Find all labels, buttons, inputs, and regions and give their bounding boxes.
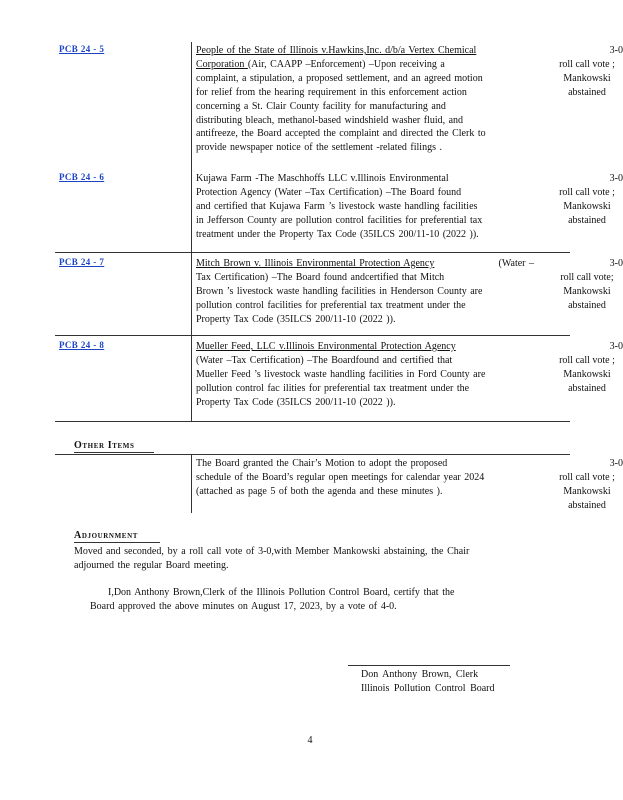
vote-count: 3-0 [609, 258, 623, 269]
case-line: Tax Certification) –The Board found andcertified that Mitch [196, 271, 445, 283]
case-title: Mitch Brown v. Illinois Environmental Protection Agency [196, 258, 435, 269]
case-line: Brown ’s livestock waste handling facilities in Henderson County are [196, 285, 483, 297]
vote-count: 3-0 [609, 45, 623, 56]
adjournment-text [74, 545, 544, 573]
case-line: treatment under the Property Tax Code (35ILCS 200/11-10 (2022 )). [196, 228, 479, 240]
case-row [55, 335, 623, 422]
case-line-text: (Air, CAAPP –Enforcement) –Upon receiving a [247, 58, 445, 70]
signature-block [361, 668, 495, 696]
case-line: Kujawa Farm -The Maschhoffs LLC v.Illinois Environmental [196, 173, 449, 184]
column-divider [191, 168, 192, 252]
vote-result [551, 257, 623, 313]
case-description [196, 257, 534, 327]
vote-type: roll call vote; [560, 271, 614, 283]
case-number-link[interactable]: PCB 24 - 5 [59, 44, 105, 54]
vote-status: abstained [568, 86, 606, 98]
case-line: antifreeze, the Board accepted the complaint and directed the Clerk to [196, 128, 486, 140]
case-line: Property Tax Code (35ILCS 200/11-10 (2022 )). [196, 396, 396, 408]
vote-type: roll call vote ; [559, 471, 615, 483]
certification-text [90, 586, 530, 614]
adjournment-line: adjourned the regular Board meeting. [74, 559, 229, 571]
case-line: pollution control fac ilities for preferential tax treatment under the [196, 382, 470, 394]
vote-member: Mankowski [563, 368, 611, 380]
case-line: for relief from the hearing requirement in this enforcement action [196, 86, 467, 98]
vote-member: Mankowski [563, 72, 611, 84]
signature-name: Don Anthony Brown, Clerk [361, 669, 479, 680]
section-heading-other-items: Other Items [74, 440, 154, 453]
case-line: complaint, a stipulation, a proposed settlement, and an agreed motion [196, 72, 483, 84]
case-row [55, 168, 623, 252]
vote-result [551, 44, 623, 100]
vote-status: abstained [568, 214, 606, 226]
vote-result [551, 172, 623, 228]
other-items-description [196, 457, 534, 499]
vote-result [551, 340, 623, 396]
case-line: Protection Agency (Water –Tax Certification) –The Board found [196, 186, 462, 198]
column-divider [191, 253, 192, 336]
vote-count: 3-0 [609, 341, 623, 352]
case-title: Mueller Feed, LLC v.Illinois Environmental Protection Agency [196, 341, 456, 352]
case-line: Property Tax Code (35ILCS 200/11-10 (2022 )). [196, 313, 396, 325]
other-item-line: (attached as page 5 of both the agenda and these minutes ). [196, 485, 443, 497]
signature-line [348, 665, 510, 666]
vote-type: roll call vote ; [559, 58, 615, 70]
vote-type: roll call vote ; [559, 186, 615, 198]
vote-type: roll call vote ; [559, 354, 615, 366]
vote-member: Mankowski [563, 485, 611, 497]
other-item-line: schedule of the Board’s regular open meetings for calendar year 2024 [196, 471, 485, 483]
case-line [196, 58, 534, 72]
column-divider [191, 336, 192, 421]
signature-org: Illinois Pollution Control Board [361, 683, 495, 694]
case-number-link[interactable]: PCB 24 - 7 [59, 257, 105, 267]
case-line: and certified that Kujawa Farm ’s livestock waste handling facilities [196, 200, 478, 212]
vote-member: Mankowski [563, 285, 611, 297]
case-description [196, 340, 534, 410]
vote-member: Mankowski [563, 200, 611, 212]
case-title-part: People of the State of Illinois v.Hawkins,Inc. d/b/a Vertex Chemical [196, 45, 477, 56]
other-item-line: The Board granted the Chair’s Motion to adopt the proposed [196, 458, 448, 469]
case-row [55, 252, 623, 336]
vote-status: abstained [568, 299, 606, 311]
case-title-line [196, 340, 534, 354]
vote-result [551, 457, 623, 513]
case-description [196, 172, 534, 242]
vote-count: 3-0 [609, 458, 623, 469]
case-description [196, 44, 534, 155]
case-line: Mueller Feed ’s livestock waste handling facilities in Ford County are [196, 368, 486, 380]
column-divider [191, 42, 192, 168]
case-line: pollution control facilities for preferential tax treatment under the [196, 299, 466, 311]
case-line: provide newspaper notice of the settlement -related filings . [196, 142, 442, 154]
case-row [55, 42, 623, 168]
case-title-line [196, 44, 534, 58]
adjournment-line: Moved and seconded, by a roll call vote of 3-0,with Member Mankowski abstaining, the Chair [74, 546, 470, 557]
other-items-row [55, 454, 623, 513]
vote-status: abstained [568, 382, 606, 394]
case-title-part: Corporation [196, 58, 248, 70]
case-line: concerning a St. Clair County facility for manufacturing and [196, 100, 446, 112]
case-line-text: (Water – [498, 258, 534, 269]
page-number: 4 [307, 735, 313, 746]
case-number-link[interactable]: PCB 24 - 6 [59, 172, 105, 182]
section-heading-adjournment: Adjournment [74, 530, 160, 543]
case-line: in Jefferson County are pollution control facilities for preferential tax [196, 214, 483, 226]
certification-line: Board approved the above minutes on August 17, 2023, by a vote of 4-0. [90, 600, 397, 612]
case-title-line [196, 257, 534, 271]
column-divider [191, 455, 192, 513]
vote-status: abstained [568, 499, 606, 511]
case-number-link[interactable]: PCB 24 - 8 [59, 340, 105, 350]
certification-line: I,Don Anthony Brown,Clerk of the Illinois Pollution Control Board, certify that the [108, 587, 455, 598]
vote-count: 3-0 [609, 173, 623, 184]
case-line: (Water –Tax Certification) –The Boardfound and certified that [196, 354, 453, 366]
case-line: distributing bleach, methanol-based windshield washer fluid, and [196, 114, 464, 126]
